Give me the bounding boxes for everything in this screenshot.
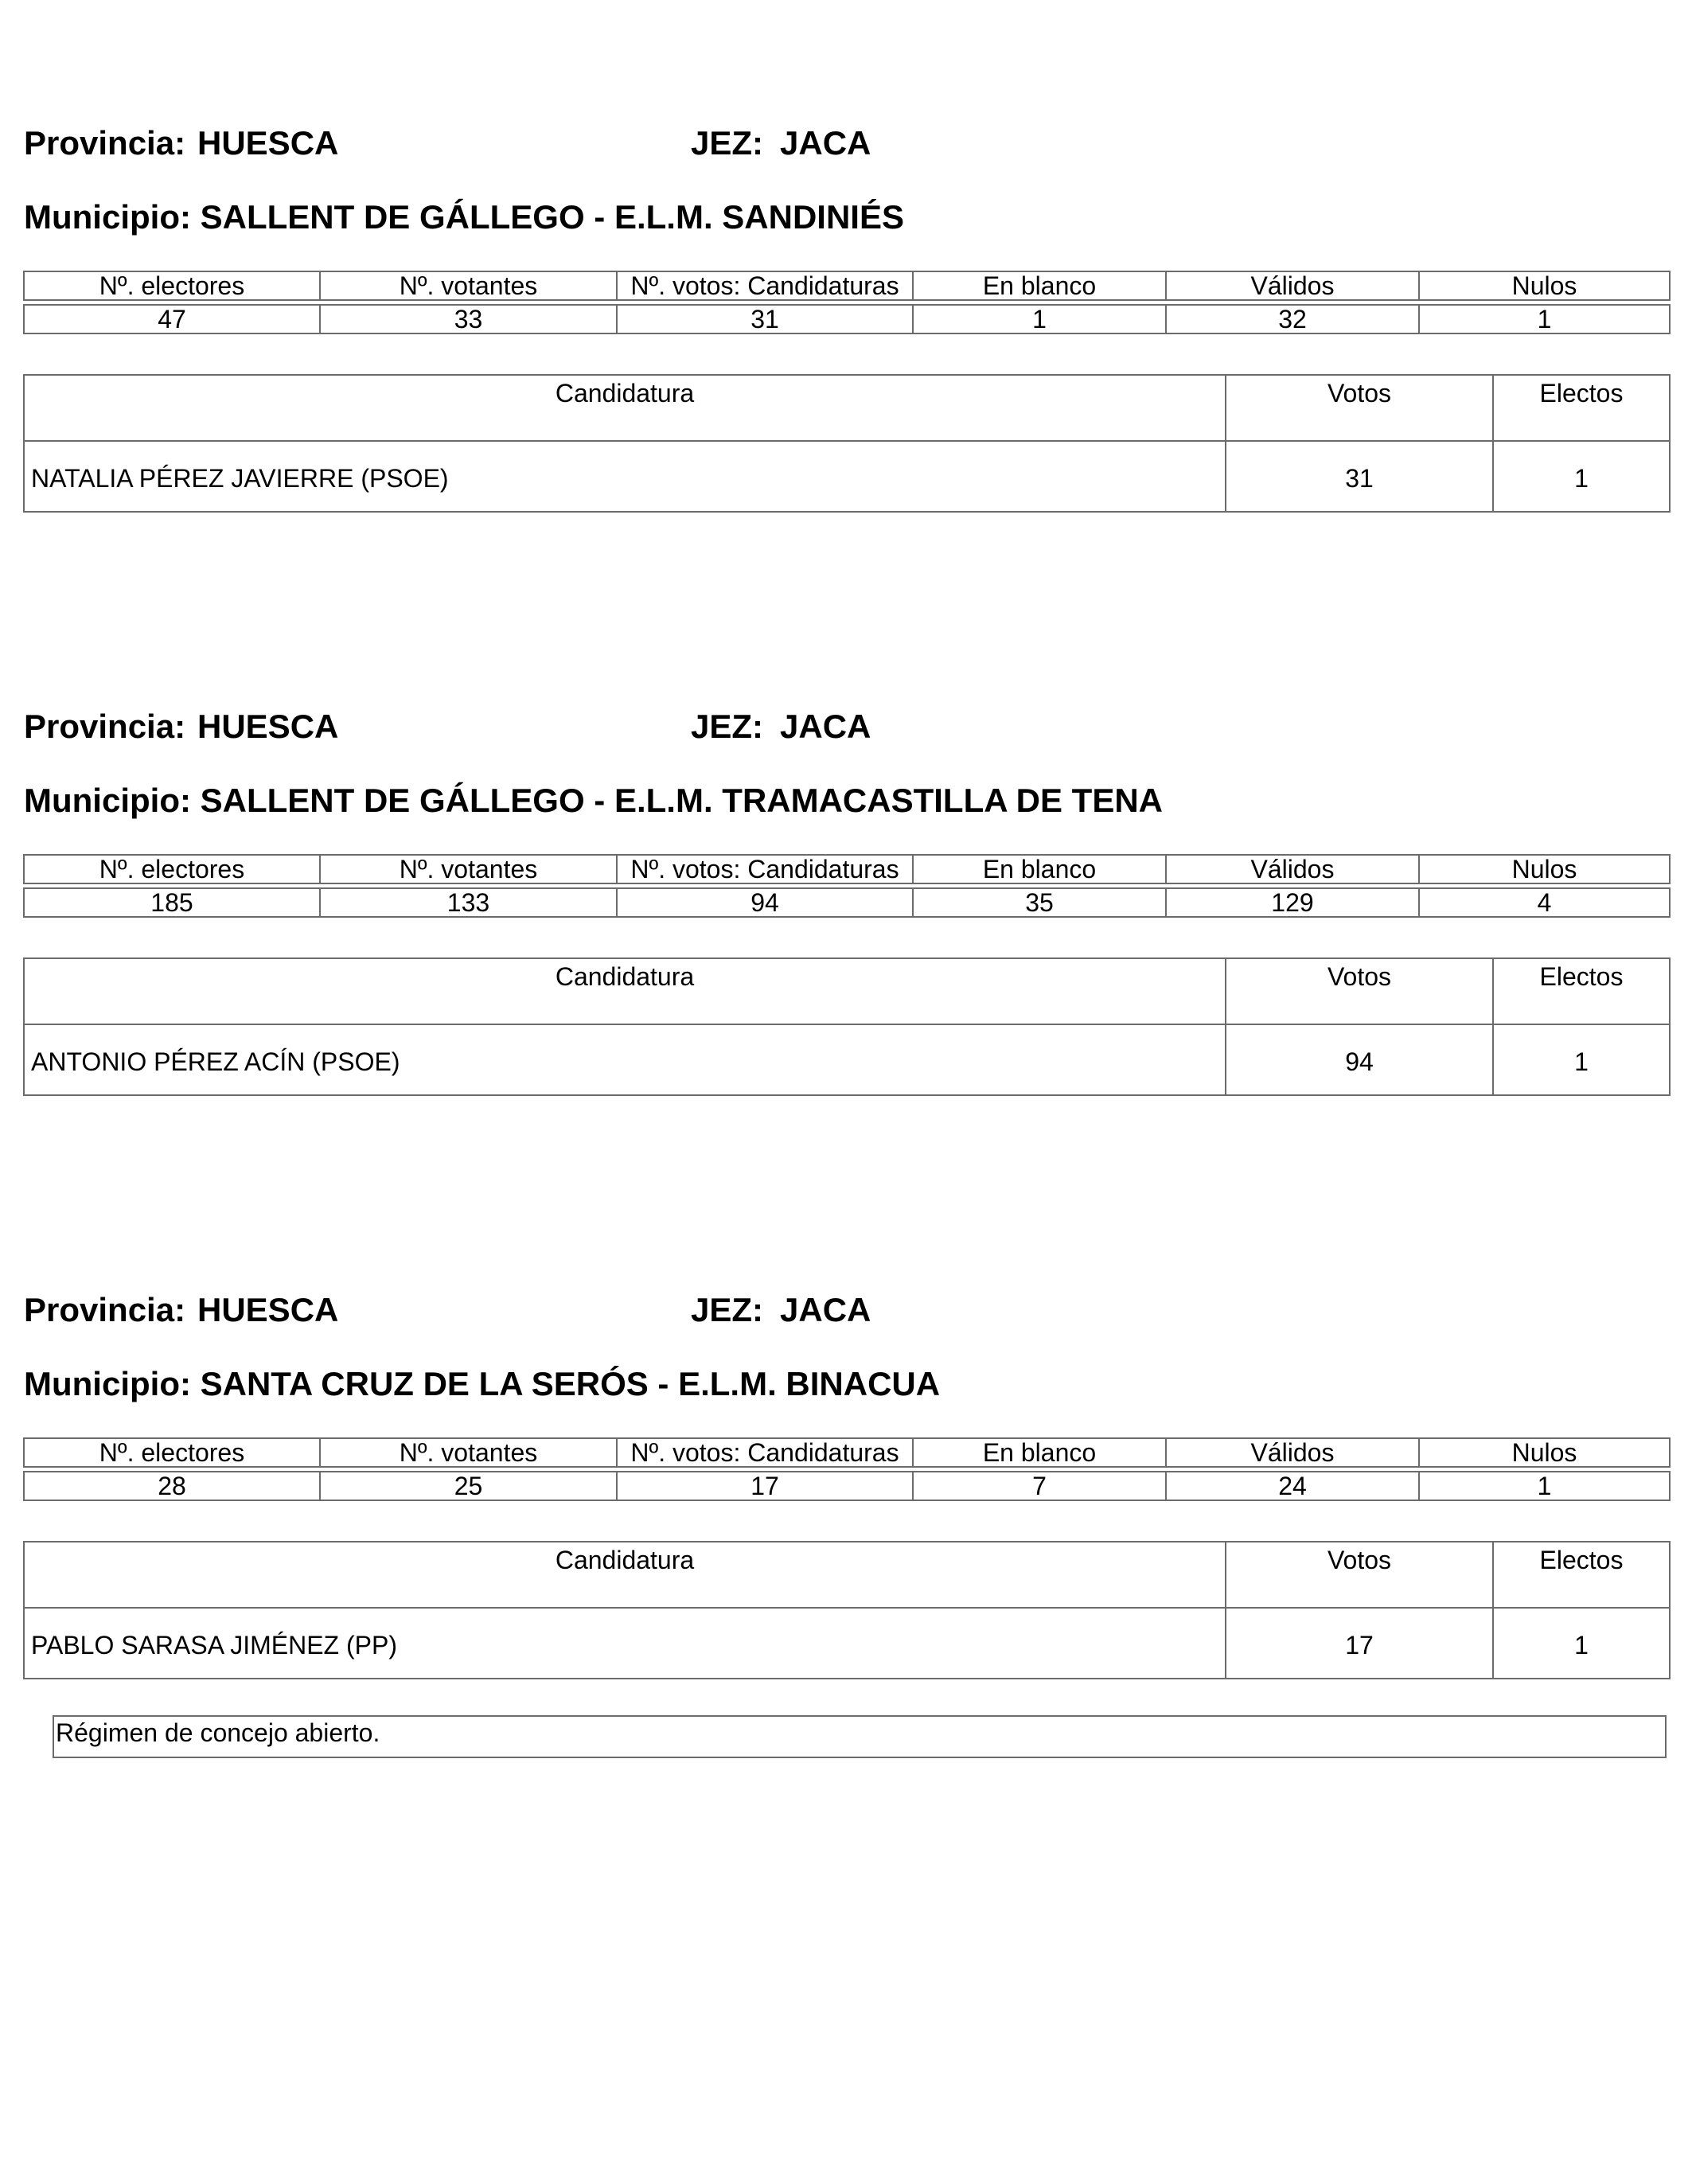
provincia-line — [24, 703, 1663, 751]
stats-header-row — [24, 855, 1670, 883]
jez-label: JEZ: — [691, 708, 764, 745]
provincia-label: Provincia: — [24, 708, 186, 745]
candidate-name: PABLO SARASA JIMÉNEZ (PP) — [24, 1608, 1226, 1679]
stats-value-row — [24, 305, 1670, 333]
stats-value-nulos: 1 — [1419, 305, 1670, 333]
stats-value-electores: 28 — [24, 1472, 320, 1500]
municipio-title: Municipio: SALLENT DE GÁLLEGO - E.L.M. SANDINIÉS — [24, 198, 904, 236]
stats-header-votantes: Nº. votantes — [320, 1438, 617, 1467]
provincia-value: HUESCA — [197, 124, 339, 162]
provincia-line — [24, 119, 1663, 167]
candidate-electos: 1 — [1493, 441, 1670, 512]
stats-header-electores: Nº. electores — [24, 855, 320, 883]
candidates-table — [23, 957, 1671, 1096]
stats-value-nulos: 4 — [1419, 888, 1670, 917]
stats-value-en-blanco: 1 — [913, 305, 1166, 333]
candidates-header-row — [24, 375, 1670, 441]
provincia-value: HUESCA — [197, 1291, 339, 1328]
table-row — [24, 1608, 1670, 1679]
stats-value-votos-candidaturas: 31 — [617, 305, 913, 333]
stats-value-en-blanco: 35 — [913, 888, 1166, 917]
stats-header-votos-candidaturas: Nº. votos: Candidaturas — [617, 271, 913, 300]
municipio-section-1 — [0, 0, 1692, 581]
stats-value-row — [24, 888, 1670, 917]
stats-value-electores: 47 — [24, 305, 320, 333]
stats-value-votantes: 25 — [320, 1472, 617, 1500]
stats-header-row — [24, 271, 1670, 300]
provincia-label: Provincia: — [24, 1291, 186, 1328]
stats-value-electores: 185 — [24, 888, 320, 917]
stats-header-validos: Válidos — [1166, 271, 1419, 300]
candidates-table — [23, 1541, 1671, 1679]
header-electos: Electos — [1493, 1542, 1670, 1608]
municipio-section-2 — [0, 583, 1692, 1164]
stats-value-validos: 129 — [1166, 888, 1419, 917]
header-candidatura: Candidatura — [24, 1542, 1226, 1608]
stats-header-votos-candidaturas: Nº. votos: Candidaturas — [617, 1438, 913, 1467]
stats-table — [23, 271, 1671, 334]
jez-value: JACA — [780, 124, 871, 162]
stats-header-validos: Válidos — [1166, 855, 1419, 883]
candidate-electos: 1 — [1493, 1024, 1670, 1095]
header-electos: Electos — [1493, 375, 1670, 441]
provincia-value: HUESCA — [197, 708, 339, 745]
stats-value-votos-candidaturas: 94 — [617, 888, 913, 917]
stats-value-votos-candidaturas: 17 — [617, 1472, 913, 1500]
jez-label: JEZ: — [691, 124, 764, 162]
stats-value-votantes: 33 — [320, 305, 617, 333]
stats-header-nulos: Nulos — [1419, 271, 1670, 300]
header-votos: Votos — [1226, 958, 1493, 1024]
candidate-votos: 31 — [1226, 441, 1493, 512]
table-row — [24, 1024, 1670, 1095]
stats-header-electores: Nº. electores — [24, 1438, 320, 1467]
municipio-section-3 — [0, 1167, 1692, 1748]
stats-value-en-blanco: 7 — [913, 1472, 1166, 1500]
stats-header-votos-candidaturas: Nº. votos: Candidaturas — [617, 855, 913, 883]
stats-value-validos: 24 — [1166, 1472, 1419, 1500]
stats-header-nulos: Nulos — [1419, 855, 1670, 883]
stats-value-votantes: 133 — [320, 888, 617, 917]
stats-header-en-blanco: En blanco — [913, 271, 1166, 300]
header-votos: Votos — [1226, 1542, 1493, 1608]
stats-header-en-blanco: En blanco — [913, 855, 1166, 883]
candidates-header-row — [24, 958, 1670, 1024]
jez-value: JACA — [780, 708, 871, 745]
jez-label: JEZ: — [691, 1291, 764, 1328]
stats-header-nulos: Nulos — [1419, 1438, 1670, 1467]
provincia-line — [24, 1286, 1663, 1334]
stats-table — [23, 854, 1671, 918]
stats-value-row — [24, 1472, 1670, 1500]
candidate-electos: 1 — [1493, 1608, 1670, 1679]
stats-table — [23, 1437, 1671, 1501]
table-row — [24, 441, 1670, 512]
candidates-table — [23, 374, 1671, 513]
jez-value: JACA — [780, 1291, 871, 1328]
header-candidatura: Candidatura — [24, 958, 1226, 1024]
candidates-header-row — [24, 1542, 1670, 1608]
stats-value-validos: 32 — [1166, 305, 1419, 333]
observation-note: Régimen de concejo abierto. — [53, 1715, 1667, 1758]
candidate-name: NATALIA PÉREZ JAVIERRE (PSOE) — [24, 441, 1226, 512]
stats-header-en-blanco: En blanco — [913, 1438, 1166, 1467]
stats-value-nulos: 1 — [1419, 1472, 1670, 1500]
header-electos: Electos — [1493, 958, 1670, 1024]
stats-header-votantes: Nº. votantes — [320, 855, 617, 883]
provincia-label: Provincia: — [24, 124, 186, 162]
header-votos: Votos — [1226, 375, 1493, 441]
stats-header-votantes: Nº. votantes — [320, 271, 617, 300]
stats-header-electores: Nº. electores — [24, 271, 320, 300]
stats-header-validos: Válidos — [1166, 1438, 1419, 1467]
candidate-votos: 17 — [1226, 1608, 1493, 1679]
header-candidatura: Candidatura — [24, 375, 1226, 441]
stats-header-row — [24, 1438, 1670, 1467]
municipio-title: Municipio: SANTA CRUZ DE LA SERÓS - E.L.M. BINACUA — [24, 1365, 941, 1402]
municipio-title: Municipio: SALLENT DE GÁLLEGO - E.L.M. TRAMACASTILLA DE TENA — [24, 782, 1164, 819]
candidate-votos: 94 — [1226, 1024, 1493, 1095]
candidate-name: ANTONIO PÉREZ ACÍN (PSOE) — [24, 1024, 1226, 1095]
